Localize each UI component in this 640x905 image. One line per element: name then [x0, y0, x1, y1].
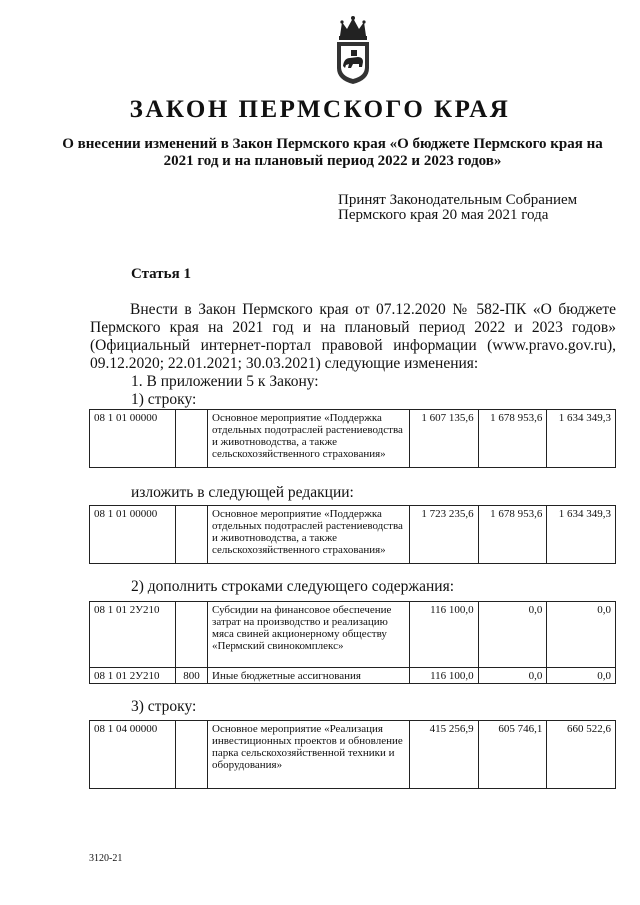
vr-cell	[176, 602, 208, 668]
name-cell: Основное мероприятие «Реализация инвестиционных проектов и обновление парка сельскохозяйственной техники и оборудования»	[208, 721, 410, 789]
adoption-line-2: Пермского края 20 мая 2021 года	[338, 207, 549, 223]
replace-label: изложить в следующей редакции:	[131, 484, 354, 501]
vr-cell	[176, 721, 208, 789]
article-heading: Статья 1	[131, 266, 191, 282]
name-cell: Основное мероприятие «Поддержка отдельных подотраслей растениеводства и животноводства, а также сельскохозяйственного страхования»	[208, 410, 410, 468]
vr-cell	[176, 506, 208, 564]
law-subtitle: О внесении изменений в Закон Пермского края «О бюджете Пермского края на 2021 год и на плановый период 2022 и 2023 годов»	[62, 136, 603, 169]
name-cell: Иные бюджетные ассигнования	[208, 668, 410, 684]
amount-2021-cell: 1 607 135,6	[410, 410, 479, 468]
subitem-2-text: 2) дополнить строками следующего содержания:	[131, 578, 455, 595]
name-cell: Субсидии на финансовое обеспечение затрат на производство и реализацию мяса свиней акционерному обществу «Пермский свинокомплекс»	[208, 602, 410, 668]
budget-table-item-3	[89, 720, 616, 789]
amount-2021-cell: 1 723 235,6	[410, 506, 479, 564]
table-row	[90, 668, 616, 684]
code-cell: 08 1 01 2У210	[90, 602, 176, 668]
amount-2023-cell: 0,0	[547, 668, 616, 684]
law-title: ЗАКОН ПЕРМСКОГО КРАЯ	[129, 96, 511, 123]
adoption-note	[338, 193, 577, 223]
table-row	[90, 410, 616, 468]
amount-2022-cell: 0,0	[478, 668, 547, 684]
amount-2023-cell: 0,0	[547, 602, 616, 668]
code-cell: 08 1 01 2У210	[90, 668, 176, 684]
table-row	[90, 506, 616, 564]
code-cell: 08 1 04 00000	[90, 721, 176, 789]
name-cell: Основное мероприятие «Поддержка отдельных подотраслей растениеводства и животноводства, а также сельскохозяйственного страхования»	[208, 506, 410, 564]
adoption-line-1: Принят Законодательным Собранием	[338, 192, 578, 208]
amount-2023-cell: 660 522,6	[547, 721, 616, 789]
budget-table-revised	[89, 505, 616, 564]
subitem-1-text: 1) строку:	[131, 391, 197, 408]
amount-2022-cell: 605 746,1	[478, 721, 547, 789]
vr-cell	[176, 410, 208, 468]
amount-2023-cell: 1 634 349,3	[547, 506, 616, 564]
table-row	[90, 602, 616, 668]
amount-2021-cell: 415 256,9	[410, 721, 479, 789]
article-intro: Внести в Закон Пермского края от 07.12.2020 № 582-ПК «О бюджете Пермского края на 2021 год и на плановый период 2022 и 2023 годов» (Официальный интернет-портал правовой информации (www.pravo.gov.ru), 09.12.2020; 22.01.2021; 30.03.2021) следующие изменения:	[90, 301, 616, 372]
table-row	[90, 721, 616, 789]
amount-2022-cell: 1 678 953,6	[478, 410, 547, 468]
budget-table-original	[89, 409, 616, 468]
document-number: 3120-21	[89, 853, 123, 864]
code-cell: 08 1 01 00000	[90, 410, 176, 468]
amount-2023-cell: 1 634 349,3	[547, 410, 616, 468]
amount-2022-cell: 1 678 953,6	[478, 506, 547, 564]
amount-2021-cell: 116 100,0	[410, 668, 479, 684]
coat-of-arms-icon	[332, 14, 374, 86]
code-cell: 08 1 01 00000	[90, 506, 176, 564]
item-1-text: 1. В приложении 5 к Закону:	[131, 373, 319, 390]
amount-2021-cell: 116 100,0	[410, 602, 479, 668]
amount-2022-cell: 0,0	[478, 602, 547, 668]
vr-cell: 800	[176, 668, 208, 684]
subitem-3-text: 3) строку:	[131, 698, 197, 715]
budget-table-added-rows	[89, 601, 616, 684]
